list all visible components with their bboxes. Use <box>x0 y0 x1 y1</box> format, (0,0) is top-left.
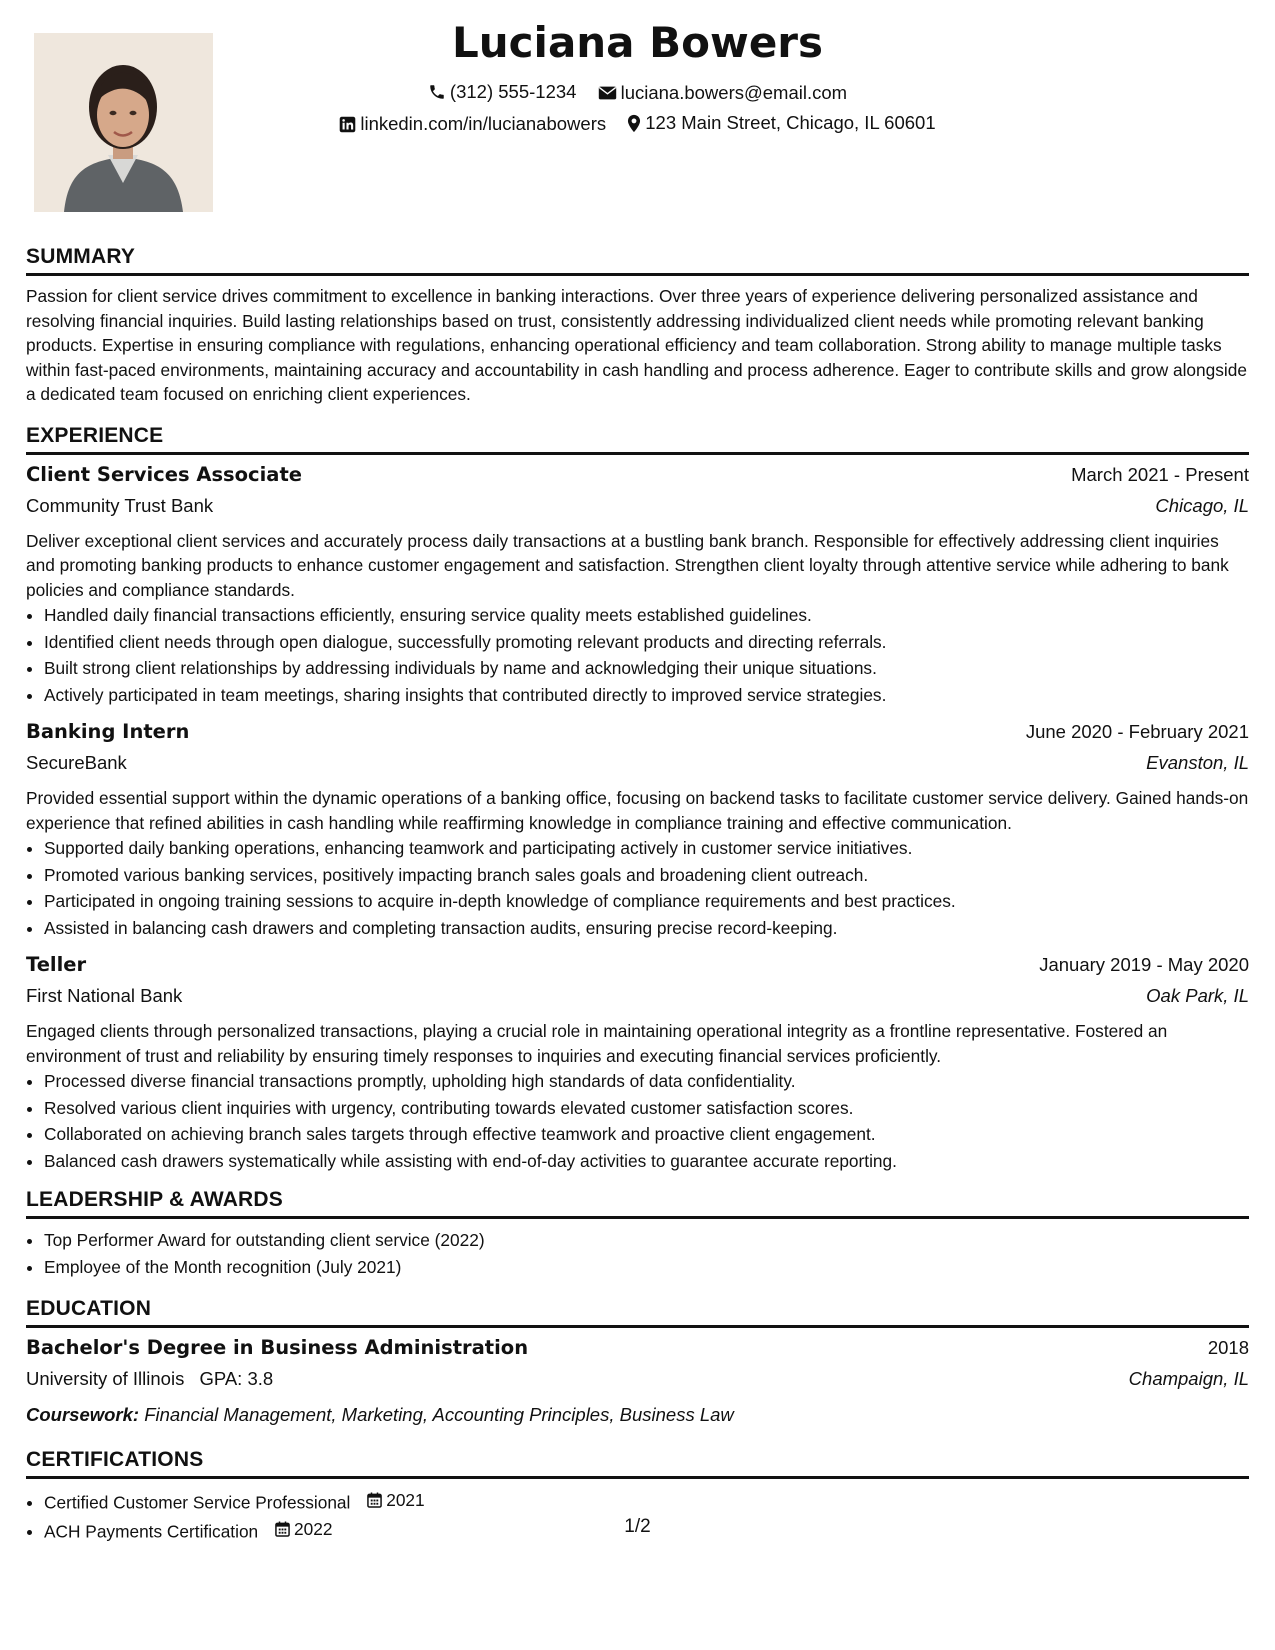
school-name: University of Illinois <box>26 1368 185 1389</box>
phone-contact[interactable] <box>428 81 577 103</box>
certification-date <box>367 1487 424 1514</box>
email-address: luciana.bowers@email.com <box>620 82 848 103</box>
list-item: • Processed diverse financial transactions promptly, upholding high standards of data confidentiality. <box>44 1068 1249 1095</box>
list-item <box>44 1487 1249 1516</box>
gpa: GPA: 3.8 <box>199 1368 274 1389</box>
coursework-list: Financial Management, Marketing, Accounting Principles, Business Law <box>144 1404 734 1425</box>
page-number: 1/2 <box>624 1516 651 1537</box>
list-item: • Promoted various banking services, positively impacting branch sales goals and broadening client outreach. <box>44 862 1249 889</box>
list-item: • Balanced cash drawers systematically while assisting with end-of-day activities to guarantee accurate reporting. <box>44 1148 1249 1175</box>
list-item: • Participated in ongoing training sessions to acquire in-depth knowledge of compliance requirements and best practices. <box>44 888 1249 915</box>
job-description: Engaged clients through personalized transactions, playing a crucial role in maintaining operational integrity as a frontline representative. Fostered an environment of trust and reliability by ensuring timely responses to inquiries and executing financial services proficiently. <box>26 1021 1168 1066</box>
education-section <box>26 1297 1249 1426</box>
list-item: • Resolved various client inquiries with urgency, contributing towards elevated customer satisfaction scores. <box>44 1095 1249 1122</box>
job-title: Teller <box>26 953 87 976</box>
job-title: Banking Intern <box>26 720 190 743</box>
job-entry <box>26 720 1249 941</box>
section-heading: SUMMARY <box>26 245 1249 276</box>
job-dates: January 2019 - May 2020 <box>1039 954 1249 975</box>
degree-title: Bachelor's Degree in Business Administration <box>26 1336 529 1359</box>
linkedin-icon <box>339 116 356 133</box>
contact-row-1 <box>0 81 1275 106</box>
certification-name: Certified Customer Service Professional <box>44 1492 351 1513</box>
linkedin-url: linkedin.com/in/lucianabowers <box>360 113 607 134</box>
job-location: Evanston, IL <box>1146 752 1249 773</box>
job-bullets <box>26 602 1249 708</box>
job-location: Chicago, IL <box>1155 494 1249 516</box>
section-heading: LEADERSHIP & AWARDS <box>26 1188 1249 1219</box>
job-entry <box>26 953 1249 1174</box>
job-description: Provided essential support within the dynamic operations of a banking office, focusing on backend tasks to facilitate customer service delivery. Gained hands-on experience that refined abilities in cash handling while reaffirming knowledge in compliance training and effective communication. <box>26 788 1249 833</box>
list-item: • Employee of the Month recognition (July 2021) <box>44 1254 1249 1281</box>
job-dates: March 2021 - Present <box>1071 463 1249 485</box>
list-item: • Handled daily financial transactions efficiently, ensuring service quality meets established guidelines. <box>44 602 1249 629</box>
summary-text: Passion for client service drives commitment to excellence in banking interactions. Over three years of experience delivering personalized assistance and resolving financial inquiries. Build lasting relationships based on trust, consistently addressing individualized client needs while promoting relevant banking products. Expertise in ensuring compliance with regulations, enhancing operational efficiency and team collaboration. Strong ability to manage multiple tasks within fast-paced environments, maintaining accuracy and accountability in cash handling and process adherence. Eager to contribute skills and grow alongside a dedicated team focused on enriching client experiences. <box>26 286 1247 404</box>
linkedin-contact[interactable] <box>339 113 606 135</box>
leadership-section <box>26 1188 1249 1280</box>
certification-name: ACH Payments Certification <box>44 1521 259 1541</box>
job-title: Client Services Associate <box>26 462 303 486</box>
school-info <box>26 1368 273 1390</box>
summary-section <box>26 245 1249 407</box>
certification-year: 2021 <box>386 1490 425 1510</box>
awards-list <box>26 1227 1249 1280</box>
list-item: • Actively participated in team meetings, sharing insights that contributed directly to improved service strategies. <box>44 682 1249 709</box>
job-bullets <box>26 835 1249 941</box>
address-contact <box>627 112 935 134</box>
candidate-name: Luciana Bowers <box>451 18 824 67</box>
job-bullets <box>26 1068 1249 1174</box>
email-contact[interactable] <box>598 82 847 104</box>
list-item: • Assisted in balancing cash drawers and completing transaction audits, ensuring precise record-keeping. <box>44 915 1249 942</box>
list-item: • Collaborated on achieving branch sales targets through effective teamwork and proactive client engagement. <box>44 1121 1249 1148</box>
company-name: Community Trust Bank <box>26 494 214 516</box>
phone-number: (312) 555-1234 <box>449 81 577 102</box>
certification-year: 2022 <box>293 1518 333 1539</box>
phone-icon <box>428 83 446 101</box>
school-location: Champaign, IL <box>1128 1368 1249 1389</box>
section-heading: EDUCATION <box>26 1297 1249 1328</box>
section-heading: EXPERIENCE <box>26 424 1249 455</box>
section-heading: CERTIFICATIONS <box>26 1448 1249 1479</box>
list-item: • Top Performer Award for outstanding client service (2022) <box>44 1227 1249 1254</box>
job-description: Deliver exceptional client services and accurately process daily transactions at a bustling bank branch. Responsible for effectively addressing client inquiries and promoting banking products to enhance customer engagement and satisfaction. Strengthen client loyalty through attentive service while adhering to bank policies and compliance standards. <box>26 530 1229 600</box>
contact-row-2 <box>0 112 1275 138</box>
envelope-icon <box>598 85 617 101</box>
street-address: 123 Main Street, Chicago, IL 60601 <box>645 112 936 133</box>
calendar-icon <box>367 1492 382 1508</box>
experience-section <box>26 424 1249 1175</box>
company-name: SecureBank <box>26 752 127 773</box>
list-item: • Built strong client relationships by addressing individuals by name and acknowledging their unique situations. <box>44 655 1249 682</box>
job-location: Oak Park, IL <box>1146 985 1249 1006</box>
coursework-label: Coursework: <box>26 1404 140 1425</box>
list-item: • Supported daily banking operations, enhancing teamwork and participating actively in customer service initiatives. <box>44 835 1249 862</box>
graduation-year: 2018 <box>1207 1337 1249 1358</box>
coursework <box>26 1404 1249 1426</box>
company-name: First National Bank <box>26 985 183 1006</box>
map-marker-icon <box>627 114 641 133</box>
resume-content <box>26 245 1249 1562</box>
list-item: • Identified client needs through open dialogue, successfully promoting relevant products and directing referrals. <box>44 629 1249 656</box>
job-dates: June 2020 - February 2021 <box>1025 721 1249 742</box>
job-entry <box>26 463 1249 709</box>
